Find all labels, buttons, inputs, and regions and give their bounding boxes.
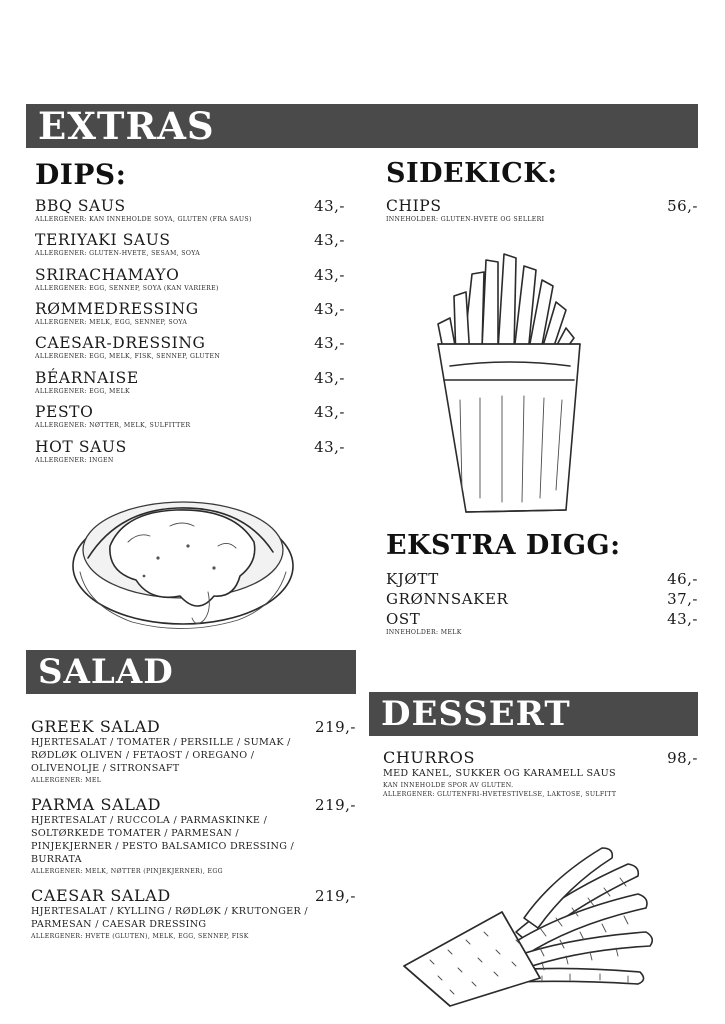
item-allergens: ALLERGENER: EGG, MELK, FISK, SENNEP, GLUTEN: [35, 353, 221, 361]
item-note: KAN INNEHOLDE SPOR AV GLUTEN.: [383, 781, 514, 789]
dessert-section: [383, 748, 698, 807]
list-item: [31, 795, 356, 876]
dessert-list: [383, 748, 698, 800]
item-name: CHIPS: [386, 197, 442, 215]
list-item: [386, 610, 698, 637]
dip-bowl-illustration: [58, 480, 308, 640]
list-item: [35, 334, 345, 361]
extras-banner-title: EXTRAS: [38, 103, 215, 148]
dips-section: [35, 158, 345, 472]
sidekick-list: [386, 197, 698, 224]
item-allergens: ALLERGENER: MELK, EGG, SENNEP, SOYA: [35, 319, 188, 327]
list-item: [35, 197, 345, 224]
item-name: PESTO: [35, 403, 94, 422]
item-name: CAESAR SALAD: [31, 886, 171, 906]
item-price: 43,-: [667, 610, 698, 628]
item-price: 37,-: [667, 590, 698, 608]
french-fries-illustration: [420, 240, 610, 530]
item-price: 219,-: [315, 887, 356, 906]
dips-list: [35, 197, 345, 465]
item-description: HJERTESALAT / RUCCOLA / PARMASKINKE / SOLTØRKEDE TOMATER / PARMESAN / PINJEKJERNER / PESTO BALSAMICO DRESSING / BURRATA: [31, 815, 295, 865]
item-price: 43,-: [314, 334, 345, 353]
list-item: [383, 748, 698, 800]
item-name: CAESAR-DRESSING: [35, 334, 206, 353]
list-item: [31, 886, 356, 941]
list-item: [35, 438, 345, 465]
salad-banner-title: SALAD: [38, 652, 174, 692]
item-price: 43,-: [314, 197, 345, 215]
item-name: OST: [386, 610, 421, 628]
sidekick-section: [386, 158, 698, 231]
item-price: 56,-: [667, 197, 698, 215]
salad-list: [31, 717, 356, 942]
item-allergens: ALLERGENER: GLUTENFRI-HVETESTIVELSE, LAKTOSE, SULFITT: [383, 791, 617, 799]
item-price: 43,-: [314, 403, 345, 422]
item-name: HOT SAUS: [35, 437, 127, 456]
item-allergens: ALLERGENER: NØTTER, MELK, SULFITTER: [35, 422, 191, 430]
item-allergens: INNEHOLDER: GLUTEN-HVETE OG SELLERI: [386, 216, 545, 223]
item-name: RØMMEDRESSING: [35, 300, 199, 319]
item-allergens: ALLERGENER: EGG, MELK: [35, 387, 131, 395]
item-name: BBQ SAUS: [35, 197, 126, 215]
item-price: 43,-: [314, 368, 345, 387]
salad-banner: [26, 650, 356, 694]
item-price: 43,-: [314, 265, 345, 284]
list-item: [31, 717, 356, 785]
item-price: 98,-: [667, 749, 698, 767]
list-item: [35, 369, 345, 396]
salad-section: [31, 717, 356, 952]
item-allergens: ALLERGENER: HVETE (GLUTEN), MELK, EGG, SENNEP, FISK: [31, 933, 249, 941]
ekstra-digg-heading: EKSTRA DIGG:: [386, 530, 621, 561]
item-name: SRIRACHAMAYO: [35, 265, 180, 284]
list-item: [386, 590, 698, 608]
dessert-banner-title: DESSERT: [381, 694, 571, 734]
item-description: HJERTESALAT / KYLLING / RØDLØK / KRUTONGER / PARMESAN / CAESAR DRESSING: [31, 906, 308, 931]
item-allergens: ALLERGENER: MEL: [31, 776, 102, 784]
list-item: [386, 570, 698, 588]
sidekick-heading: SIDEKICK:: [386, 158, 558, 189]
list-item: [35, 403, 345, 430]
list-item: [35, 231, 345, 258]
item-allergens: ALLERGENER: INGEN: [35, 456, 114, 464]
dessert-banner: [369, 692, 698, 736]
list-item: [35, 300, 345, 327]
item-description: HJERTESALAT / TOMATER / PERSILLE / SUMAK / RØDLØK OLIVEN / FETAOST / OREGANO / OLIVENOLJE / SITRONSAFT: [31, 737, 291, 774]
item-price: 46,-: [667, 570, 698, 588]
item-allergens: ALLERGENER: EGG, SENNEP, SOYA (KAN VARIERE): [35, 284, 219, 292]
list-item: [35, 266, 345, 293]
item-allergens: ALLERGENER: GLUTEN-HVETE, SESAM, SOYA: [35, 250, 201, 258]
item-name: PARMA SALAD: [31, 795, 162, 815]
item-name: BÉARNAISE: [35, 368, 139, 387]
ekstra-digg-section: [386, 530, 698, 639]
item-allergens: INNEHOLDER: MELK: [386, 629, 462, 636]
item-price: 43,-: [314, 300, 345, 319]
item-name: TERIYAKI SAUS: [35, 231, 171, 250]
item-name: KJØTT: [386, 570, 439, 588]
item-price: 43,-: [314, 437, 345, 456]
item-name: CHURROS: [383, 748, 476, 767]
item-price: 219,-: [315, 718, 356, 736]
item-description: MED KANEL, SUKKER OG KARAMELL SAUS: [383, 768, 616, 779]
item-name: GRØNNSAKER: [386, 590, 509, 608]
item-price: 219,-: [315, 796, 356, 815]
ekstra-digg-list: [386, 570, 698, 637]
list-item: [386, 197, 698, 224]
item-name: GREEK SALAD: [31, 717, 161, 736]
item-price: 43,-: [314, 231, 345, 250]
extras-banner: [26, 104, 698, 148]
item-allergens: ALLERGENER: MELK, NØTTER (PINJEKJERNER), EGG: [31, 867, 223, 875]
churros-illustration: [390, 820, 680, 1010]
item-allergens: ALLERGENER: KAN INNEHOLDE SOYA, GLUTEN (FRA SAUS): [35, 216, 252, 223]
dips-heading: DIPS:: [35, 158, 127, 191]
